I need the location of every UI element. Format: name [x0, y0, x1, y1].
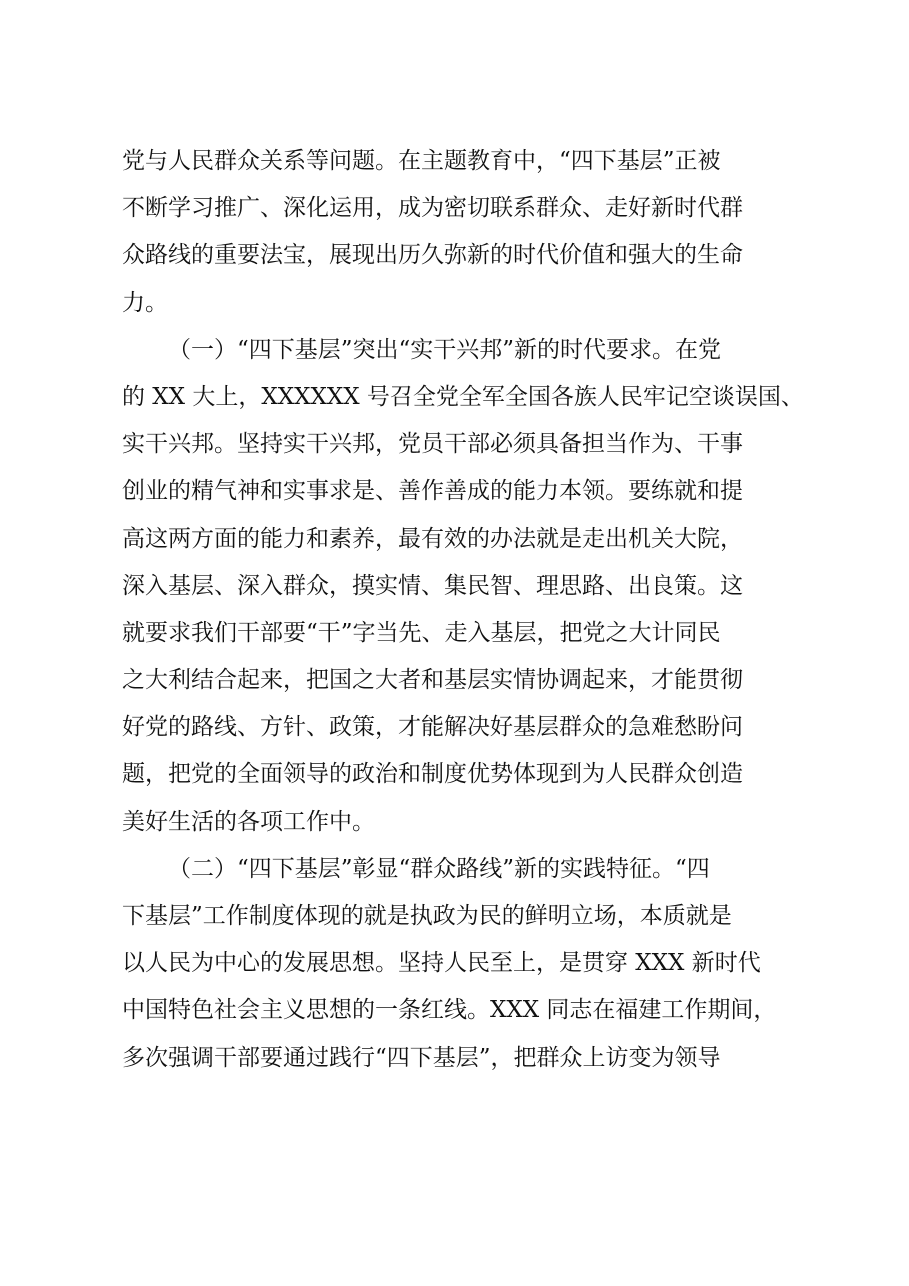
text-line: 不断学习推广、深化运用，成为密切联系群众、走好新时代群 — [122, 195, 743, 222]
text-line: 好党的路线、方针、政策，才能解决好基层群众的急难愁盼问 — [122, 714, 743, 741]
text-line: 下基层”工作制度体现的就是执政为民的鲜明立场，本质就是 — [122, 903, 732, 929]
text-line: 就要求我们干部要“干”字当先、走入基层，把党之大计同民 — [122, 619, 721, 646]
text-line: 创业的精气神和实事求是、善作善成的能力本领。要练就和提 — [122, 478, 743, 505]
paragraph-first-line: （二）“四下基层”彰显“群众路线”新的实践特征。“四 — [168, 855, 710, 882]
text-line: 高这两方面的能力和素养，最有效的办法就是走出机关大院， — [122, 525, 743, 552]
text-line: 众路线的重要法宝，展现出历久弥新的时代价值和强大的生命 — [122, 242, 743, 269]
text-line: 之大利结合起来，把国之大者和基层实情协调起来，才能贯彻 — [122, 667, 743, 694]
text-line: 党与人民群众关系等问题。在主题教育中，“四下基层”正被 — [122, 148, 721, 174]
text-line: 深入基层、深入群众，摸实情、集民智、理思路、出良策。这 — [122, 572, 743, 599]
text-line: 题，把党的全面领导的政治和制度优势体现到为人民群众创造 — [122, 761, 743, 788]
text-line: 中国特色社会主义思想的一条红线。XXX 同志在福建工作期间， — [122, 997, 777, 1024]
text-line: 美好生活的各项工作中。 — [122, 808, 375, 835]
body-text — [122, 138, 804, 1082]
text-line: 实干兴邦。坚持实干兴邦，党员干部必须具备担当作为、干事 — [122, 431, 743, 458]
text-line: 以人民为中心的发展思想。坚持人民至上，是贯穿 XXX 新时代 — [122, 950, 761, 977]
paragraph-first-line: （一）“四下基层”突出“实干兴邦”新的时代要求。在党 — [168, 336, 722, 363]
text-line: 的 XX 大上，XXXXXX 号召全党全军全国各族人民牢记空谈误国、 — [122, 383, 804, 410]
text-line: 力。 — [122, 289, 168, 316]
text-line: 多次强调干部要通过践行“四下基层”，把群众上访变为领导 — [122, 1044, 721, 1071]
